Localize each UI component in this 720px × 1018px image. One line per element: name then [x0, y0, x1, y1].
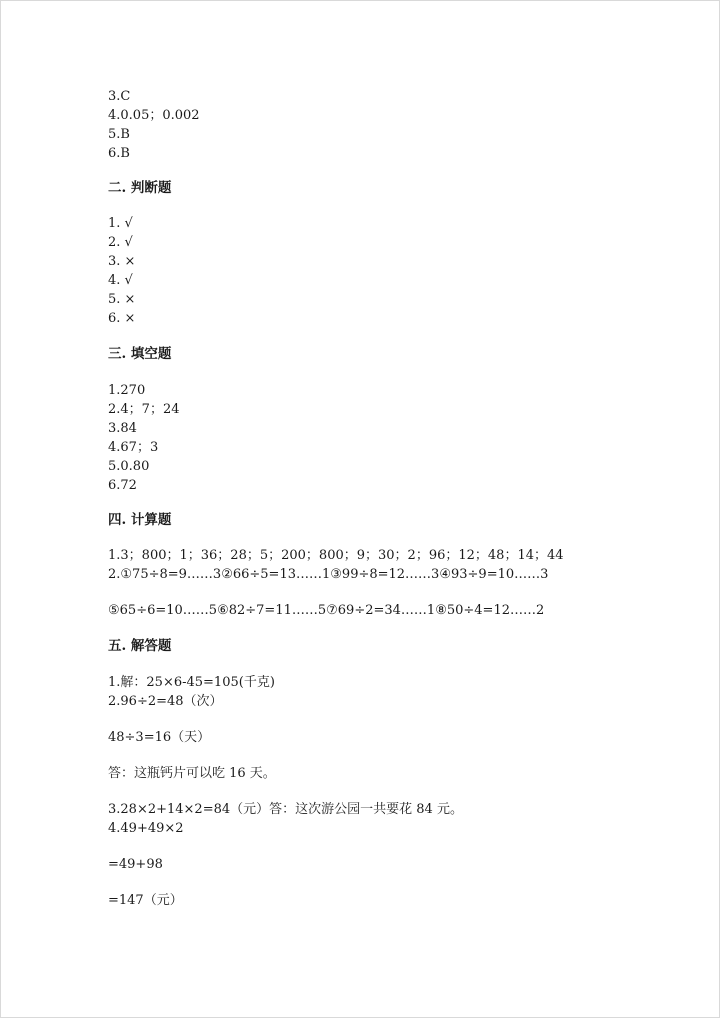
answer-line: 1.解：25×6-45=105(千克) [108, 675, 275, 690]
answer-line: 3.C [108, 89, 131, 104]
answer-line: 5. × [108, 292, 136, 307]
section-heading-calculation: 四. 计算题 [108, 512, 172, 528]
answer-line: 2.①75÷8=9……3②66÷5=13……1③99÷8=12……3④93÷9=10……3 [108, 567, 549, 582]
section-heading-fill-blank: 三. 填空题 [108, 346, 172, 362]
answer-line: =49+98 [108, 857, 163, 872]
answer-line: 3.28×2+14×2=84（元）答：这次游公园一共要花 84 元。 [108, 802, 463, 817]
section-heading-word-problems: 五. 解答题 [108, 638, 172, 654]
answer-line: 6. × [108, 311, 136, 326]
answer-line: 4. √ [108, 273, 133, 288]
section-heading-judgment: 二. 判断题 [108, 180, 172, 196]
answer-line: ⑤65÷6=10……5⑥82÷7=11……5⑦69÷2=34……1⑧50÷4=12……2 [108, 603, 545, 618]
answer-line: 1.3；800；1；36；28；5；200；800；9；30；2；96；12；48；14；44 [108, 548, 564, 563]
answer-line: =147（元） [108, 893, 183, 908]
answer-line: 4.67；3 [108, 440, 159, 455]
answer-line: 3.84 [108, 421, 137, 436]
answer-line: 5.B [108, 127, 130, 142]
answer-line: 4.49+49×2 [108, 821, 184, 836]
answer-line: 1.270 [108, 383, 146, 398]
answer-line: 2. √ [108, 235, 133, 250]
answer-line: 4.0.05；0.002 [108, 108, 200, 123]
answer-line: 1. √ [108, 216, 133, 231]
answer-line: 2.4；7；24 [108, 402, 180, 417]
answer-line: 答：这瓶钙片可以吃 16 天。 [108, 766, 276, 781]
answer-line: 5.0.80 [108, 459, 150, 474]
answer-line: 3. × [108, 254, 136, 269]
answer-line: 48÷3=16（天） [108, 730, 211, 745]
answer-line: 6.B [108, 146, 130, 161]
answer-line: 6.72 [108, 478, 137, 493]
answer-line: 2.96÷2=48（次） [108, 694, 223, 709]
